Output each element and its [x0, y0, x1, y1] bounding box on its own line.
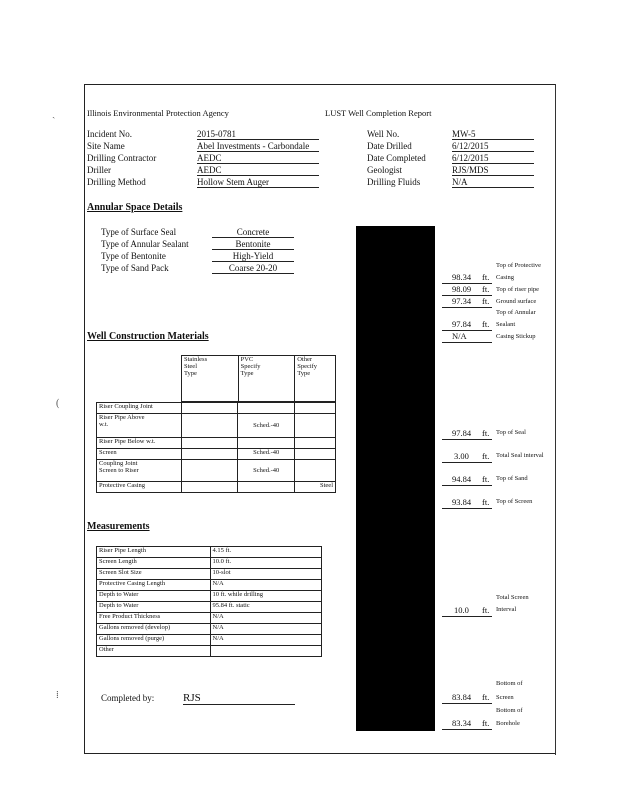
- elev-unit-8: ft.: [482, 497, 490, 507]
- measurement-row: Gallons removed (develop) N/A: [97, 624, 322, 635]
- completed-by-value: RJS: [183, 692, 295, 705]
- construction-row: [97, 403, 336, 414]
- annular-sealant-value: Bentonite: [212, 239, 294, 250]
- other-header: Other Specify Type: [295, 356, 336, 402]
- incident-value: 2015-0781: [197, 129, 319, 140]
- fluids-label: Drilling Fluids: [367, 177, 421, 187]
- date-completed-label: Date Completed: [367, 153, 426, 163]
- geologist-value: RJS/MDS: [452, 165, 534, 176]
- riser-above-material: Sched.-40: [238, 414, 295, 438]
- elev-value-9: 10.0: [454, 605, 469, 615]
- construction-header-table: [181, 355, 336, 402]
- report-title: LUST Well Completion Report: [325, 108, 432, 118]
- construction-row: [97, 449, 336, 460]
- elev-pre-10: Bottom of: [496, 680, 523, 687]
- elev-pre-11: Bottom of: [496, 707, 523, 714]
- construction-row: [97, 414, 336, 438]
- construction-table: [96, 402, 336, 493]
- elev-value-11: 83.34: [452, 718, 472, 728]
- elev-unit-0: ft.: [482, 272, 490, 282]
- elev-value-3: 97.84: [452, 319, 472, 329]
- construction-row: [97, 460, 336, 482]
- bentonite-value: High-Yield: [212, 251, 294, 262]
- row-label: Screen: [97, 449, 182, 460]
- measurement-row: Other: [97, 646, 322, 657]
- measurement-row: Protective Casing Length N/A: [97, 580, 322, 591]
- row-label: Protective Casing: [97, 482, 182, 493]
- elev-pre-3: Top of Annular: [496, 309, 536, 316]
- elev-unit-11: ft.: [482, 718, 490, 728]
- elev-desc-9: Interval: [496, 606, 517, 613]
- elev-desc-11: Borehole: [496, 720, 520, 727]
- annular-section-title: Annular Space Details: [87, 202, 183, 213]
- date-drilled-label: Date Drilled: [367, 141, 412, 151]
- stainless-header: Stainless Steel Type: [182, 356, 239, 402]
- construction-row: [97, 482, 336, 493]
- elev-unit-10: ft.: [482, 692, 490, 702]
- bentonite-label: Type of Bentonite: [101, 251, 166, 261]
- date-completed-value: 6/12/2015: [452, 153, 534, 164]
- elev-value-1: 98.09: [452, 284, 472, 294]
- elev-desc-2: Ground surface: [496, 298, 537, 305]
- agency-name: Illinois Environmental Protection Agency: [87, 108, 229, 118]
- elev-value-8: 93.84: [452, 497, 472, 507]
- fluids-value: N/A: [452, 177, 534, 188]
- elev-desc-3: Sealant: [496, 321, 516, 328]
- annular-sealant-label: Type of Annular Sealant: [101, 239, 189, 249]
- measurement-row: Depth to Water 10 ft. while drilling: [97, 591, 322, 602]
- well-no-label: Well No.: [367, 129, 400, 139]
- elev-unit-2: ft.: [482, 296, 490, 306]
- elev-unit-3: ft.: [482, 319, 490, 329]
- coupling-material: Sched.-40: [238, 460, 295, 482]
- elev-desc-10: Screen: [496, 694, 514, 701]
- elev-line-11: [442, 729, 492, 730]
- margin-mark-top: ˏ: [52, 108, 56, 119]
- elev-unit-1: ft.: [482, 284, 490, 294]
- elev-line-6: [442, 462, 492, 463]
- method-value: Hollow Stem Auger: [197, 177, 319, 188]
- site-name-label: Site Name: [87, 141, 125, 151]
- driller-value: AEDC: [197, 165, 319, 176]
- date-drilled-value: 6/12/2015: [452, 141, 534, 152]
- elev-value-7: 94.84: [452, 474, 472, 484]
- elev-unit-9: ft.: [482, 605, 490, 615]
- contractor-value: AEDC: [197, 153, 319, 164]
- margin-mark-bottom: ⁞: [56, 690, 59, 701]
- measurements-section-title: Measurements: [87, 521, 150, 532]
- pvc-header: PVC Specify Type: [238, 356, 295, 402]
- row-label: Coupling Joint Screen to Riser: [97, 460, 182, 482]
- elev-value-6: 3.00: [454, 451, 469, 461]
- sand-pack-value: Coarse 20-20: [212, 263, 294, 274]
- measurement-row: Screen Length 10.0 ft.: [97, 558, 322, 569]
- screen-material: Sched.-40: [238, 449, 295, 460]
- construction-section-title: Well Construction Materials: [87, 331, 209, 342]
- margin-mark-mid: (: [56, 398, 60, 409]
- incident-label: Incident No.: [87, 129, 132, 139]
- elev-value-0: 98.34: [452, 272, 472, 282]
- elev-desc-8: Top of Screen: [496, 498, 533, 505]
- elev-line-8: [442, 508, 492, 509]
- elev-desc-1: Top of riser pipe: [496, 286, 540, 293]
- elev-pre-0: Top of Protective: [496, 262, 542, 269]
- elev-unit-6: ft.: [482, 451, 490, 461]
- elev-desc-5: Top of Seal: [496, 429, 526, 436]
- completed-by-label: Completed by:: [101, 693, 155, 703]
- elev-desc-4: Casing Stickup: [496, 333, 536, 340]
- elev-unit-7: ft.: [482, 474, 490, 484]
- row-label: Riser Pipe Above w.t.: [97, 414, 182, 438]
- construction-row: [97, 438, 336, 449]
- geologist-label: Geologist: [367, 165, 402, 175]
- elev-unit-5: ft.: [482, 428, 490, 438]
- elev-line-2: [442, 307, 492, 308]
- elev-line-7: [442, 485, 492, 486]
- measurement-row: Riser Pipe Length 4.15 ft.: [97, 547, 322, 558]
- elev-desc-0: Casing: [496, 274, 515, 281]
- frame-right-edge: [555, 84, 556, 755]
- elev-desc-7: Top of Sand: [496, 475, 528, 482]
- measurement-row: Gallons removed (purge) N/A: [97, 635, 322, 646]
- surface-seal-label: Type of Surface Seal: [101, 227, 177, 237]
- elev-value-5: 97.84: [452, 428, 472, 438]
- elev-line-4: [442, 342, 492, 343]
- measurements-table: [96, 546, 322, 657]
- elev-value-10: 83.84: [452, 692, 472, 702]
- measurement-row: Free Product Thickness N/A: [97, 613, 322, 624]
- method-label: Drilling Method: [87, 177, 146, 187]
- well-diagram-bar: [356, 226, 435, 731]
- measurement-row: Screen Slot Size 10-slot: [97, 569, 322, 580]
- well-no-value: MW-5: [452, 129, 534, 140]
- row-label: Riser Coupling Joint: [97, 403, 182, 414]
- elev-desc-6: Total Seal interval: [496, 452, 544, 459]
- driller-label: Driller: [87, 165, 111, 175]
- site-name-value: Abel Investments - Carbondale: [197, 141, 319, 152]
- elev-value-4: N/A: [452, 331, 467, 341]
- row-label: Riser Pipe Below w.t.: [97, 438, 182, 449]
- elev-line-9: [442, 616, 492, 617]
- elev-value-2: 97.34: [452, 296, 472, 306]
- elev-line-10: [442, 703, 492, 704]
- contractor-label: Drilling Contractor: [87, 153, 157, 163]
- measurement-row: Depth to Water 95.84 ft. static: [97, 602, 322, 613]
- elev-line-5: [442, 439, 492, 440]
- casing-material: Steel: [295, 482, 336, 493]
- elev-pre-9: Total Screen: [496, 594, 529, 601]
- sand-pack-label: Type of Sand Pack: [101, 263, 169, 273]
- surface-seal-value: Concrete: [212, 227, 294, 238]
